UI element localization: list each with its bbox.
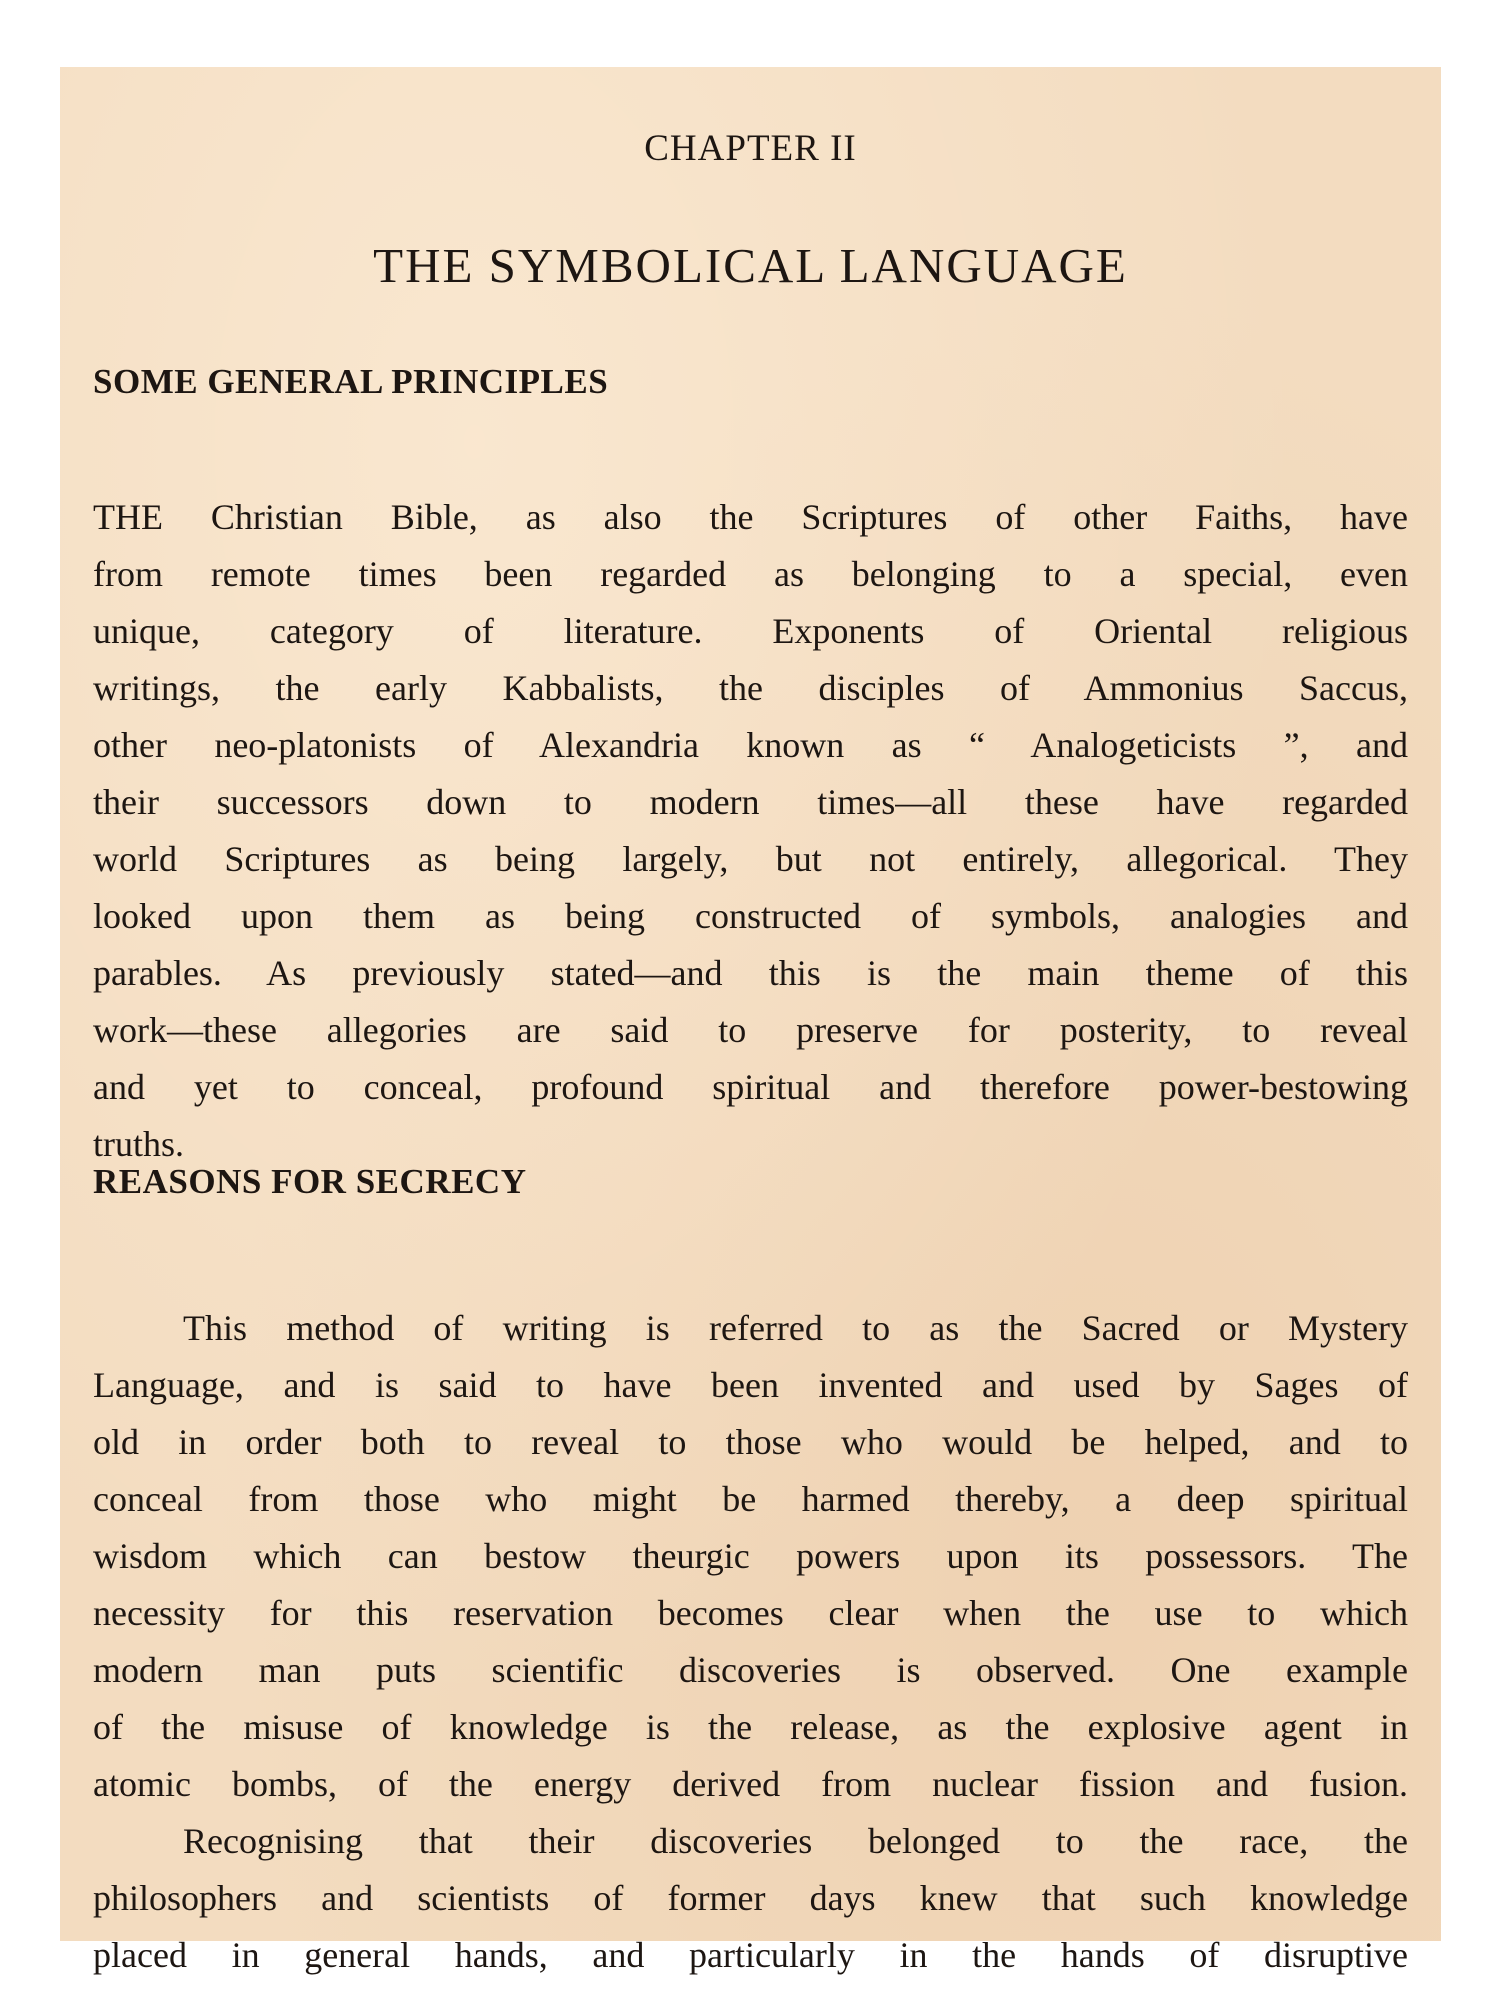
chapter-title: THE SYMBOLICAL LANGUAGE [373, 238, 1128, 293]
text-line: This method of writing is referred to as the Sacred or Mystery [183, 1308, 1408, 1348]
text-line: from remote times been regarded as belonging to a special, even [93, 554, 1408, 594]
text-line: philosophers and scientists of former days knew that such knowledge [93, 1878, 1408, 1918]
paragraph-sacred-language [93, 1300, 1408, 1813]
text-line: parables. As previously stated—and this is the main theme of this [93, 953, 1408, 993]
text-line: of the misuse of knowledge is the release, as the explosive agent in [93, 1707, 1408, 1747]
text-line: truths. [93, 1124, 185, 1164]
section-heading-general-principles: SOME GENERAL PRINCIPLES [93, 362, 609, 401]
text-line: world Scriptures as being largely, but not entirely, allegorical. They [93, 839, 1408, 879]
text-line: Language, and is said to have been invented and used by Sages of [93, 1365, 1408, 1405]
text-line: unique, category of literature. Exponents of Oriental religious [93, 611, 1408, 651]
text-line: necessity for this reservation becomes clear when the use to which [93, 1593, 1408, 1633]
text-line: placed in general hands, and particularly in the hands of disruptive [93, 1935, 1408, 1975]
text-line: looked upon them as being constructed of symbols, analogies and [93, 896, 1408, 936]
text-line: modern man puts scientific discoveries is observed. One example [93, 1650, 1408, 1690]
text-line: Recognising that their discoveries belonged to the race, the [183, 1821, 1408, 1861]
text-line: other neo-platonists of Alexandria known as “ Analogeticists ”, and [93, 725, 1408, 765]
text-line: old in order both to reveal to those who would be helped, and to [93, 1422, 1408, 1462]
book-page [60, 67, 1441, 1975]
text-line: work—these allegories are said to preserve for posterity, to reveal [93, 1010, 1408, 1050]
paragraph-recognising [93, 1813, 1408, 1984]
section-heading-reasons-for-secrecy: REASONS FOR SECRECY [93, 1162, 527, 1201]
chapter-label: CHAPTER II [644, 128, 857, 169]
paragraph-general-principles [93, 489, 1408, 1173]
text-line: conceal from those who might be harmed thereby, a deep spiritual [93, 1479, 1408, 1519]
text-line: writings, the early Kabbalists, the disciples of Ammonius Saccus, [93, 668, 1408, 708]
text-line: THE Christian Bible, as also the Scriptures of other Faiths, have [93, 497, 1408, 537]
text-line: atomic bombs, of the energy derived from nuclear fission and fusion. [93, 1764, 1408, 1804]
text-line: wisdom which can bestow theurgic powers upon its possessors. The [93, 1536, 1408, 1576]
text-line: their successors down to modern times—all these have regarded [93, 782, 1408, 822]
text-line: and yet to conceal, profound spiritual and therefore power-bestowing [93, 1067, 1408, 1107]
